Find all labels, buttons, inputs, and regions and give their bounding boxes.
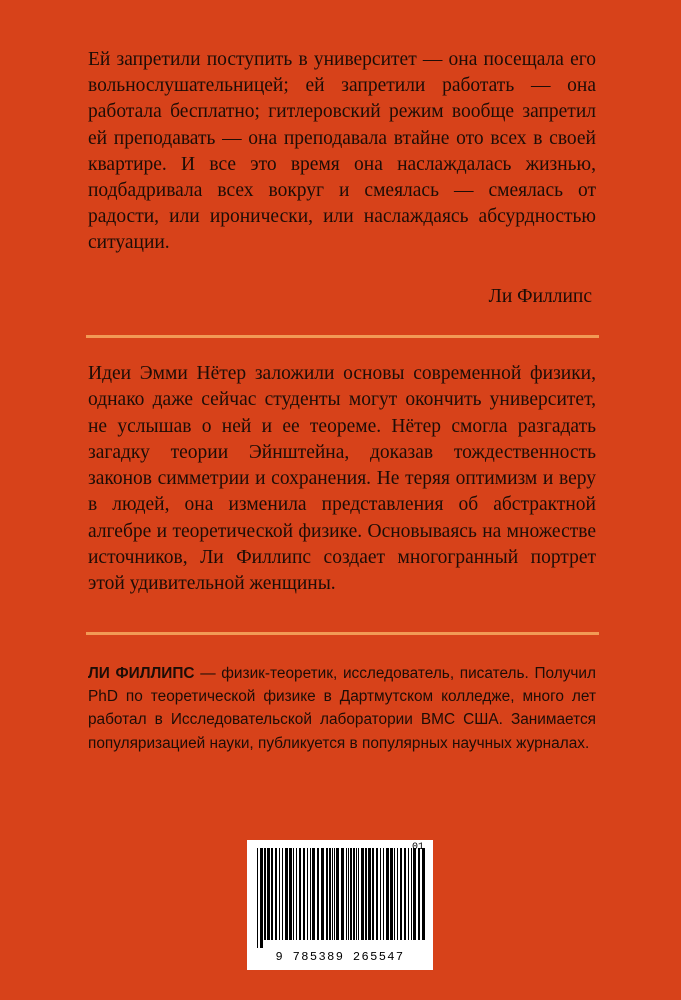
- barcode-bar: [303, 848, 305, 940]
- barcode-bar: [422, 848, 425, 940]
- barcode-bar: [329, 848, 331, 940]
- author-name: ЛИ ФИЛЛИПС: [88, 665, 195, 682]
- barcode-bar: [310, 848, 311, 940]
- barcode-bar: [394, 848, 395, 940]
- barcode-bar: [260, 848, 263, 948]
- quote-author: Ли Филлипс: [488, 286, 592, 307]
- barcode-bar: [390, 848, 393, 940]
- barcode-bar: [317, 848, 319, 940]
- barcode-bar: [271, 848, 273, 940]
- barcode-bar: [341, 848, 344, 940]
- barcode-bar: [358, 848, 359, 940]
- barcode-bar: [376, 848, 378, 940]
- barcode-bar: [380, 848, 381, 940]
- barcode-bar: [365, 848, 367, 940]
- barcode-bar: [307, 848, 308, 940]
- barcode-bar: [413, 848, 416, 940]
- quote-text: Ей запретили поступить в университет — она посещала его вольнослушательницей; ей запретили работать — она работала бесплатно; гитлеровский режим вообще запретил ей преподавать — она преподавала втайне ото всех в своей квартире. И все это время она наслаждалась жизнью, подбадривала всех вокруг и смеялась — смеялась от радости, или иронически, или наслаждаясь абсурдностью ситуации.: [88, 49, 596, 254]
- about-author: [88, 662, 596, 755]
- barcode-addon: 01: [411, 842, 424, 853]
- barcode-bar: [334, 848, 335, 940]
- barcode-bar: [267, 848, 270, 940]
- barcode-bar: [346, 848, 347, 940]
- barcode-bar: [348, 848, 349, 940]
- barcode-bar: [279, 848, 280, 940]
- barcode-bar: [404, 848, 406, 940]
- divider-bottom: [86, 632, 599, 635]
- barcode-bar: [275, 848, 277, 940]
- author-bio: — физик-теоретик, исследователь, писатель. Получил PhD по теоретической физике в Дартмутском колледже, много лет работал в Исследовательской лаборатории ВМС США. Занимается популяризацией науки, публикуется в популярных научных журналах.: [88, 665, 597, 752]
- book-description: Идеи Эмми Нётер заложили основы современной физики, однако даже сейчас студенты могут окончить университет, не услышав о ней и ее теореме. Нётер смогла разгадать загадку теории Эйнштейна, доказав тождественность законов симметрии и сохранения. Не теряя оптимизм и веру в людей, она изменила представления об абстрактной алгебре и теоретической физике. Основываясь на множестве источников, Ли Филлипс создает многогранный портрет этой удивительной женщины.: [88, 363, 596, 595]
- divider-top: [86, 335, 599, 338]
- barcode-bars: [255, 848, 425, 948]
- barcode-bar: [293, 848, 294, 940]
- barcode-bar: [418, 848, 420, 940]
- barcode-bar: [411, 848, 412, 940]
- barcode-bar: [289, 848, 292, 940]
- barcode-bar: [408, 848, 409, 940]
- barcode-bar: [400, 848, 402, 940]
- barcode-bar: [326, 848, 328, 940]
- barcode-bar: [296, 848, 297, 940]
- barcode-bar: [372, 848, 374, 940]
- barcode-bar: [299, 848, 301, 940]
- barcode-bar: [350, 848, 352, 940]
- barcode-bar: [321, 848, 324, 940]
- barcode-bar: [386, 848, 389, 940]
- barcode-bar: [332, 848, 333, 940]
- barcode-bar: [353, 848, 355, 940]
- isbn-number: 9 785389 265547: [275, 950, 405, 964]
- barcode-bar: [257, 848, 258, 948]
- barcode-bar: [361, 848, 364, 940]
- barcode-bar: [397, 848, 398, 940]
- barcode-bar: [356, 848, 357, 940]
- barcode-bar: [368, 848, 371, 940]
- barcode-bar: [383, 848, 384, 940]
- barcode-bar: [282, 848, 283, 940]
- barcode-bar: [312, 848, 315, 940]
- barcode-bar: [285, 848, 288, 940]
- barcode-bar: [336, 848, 339, 940]
- barcode-bar: [264, 848, 266, 940]
- barcode: [247, 840, 433, 970]
